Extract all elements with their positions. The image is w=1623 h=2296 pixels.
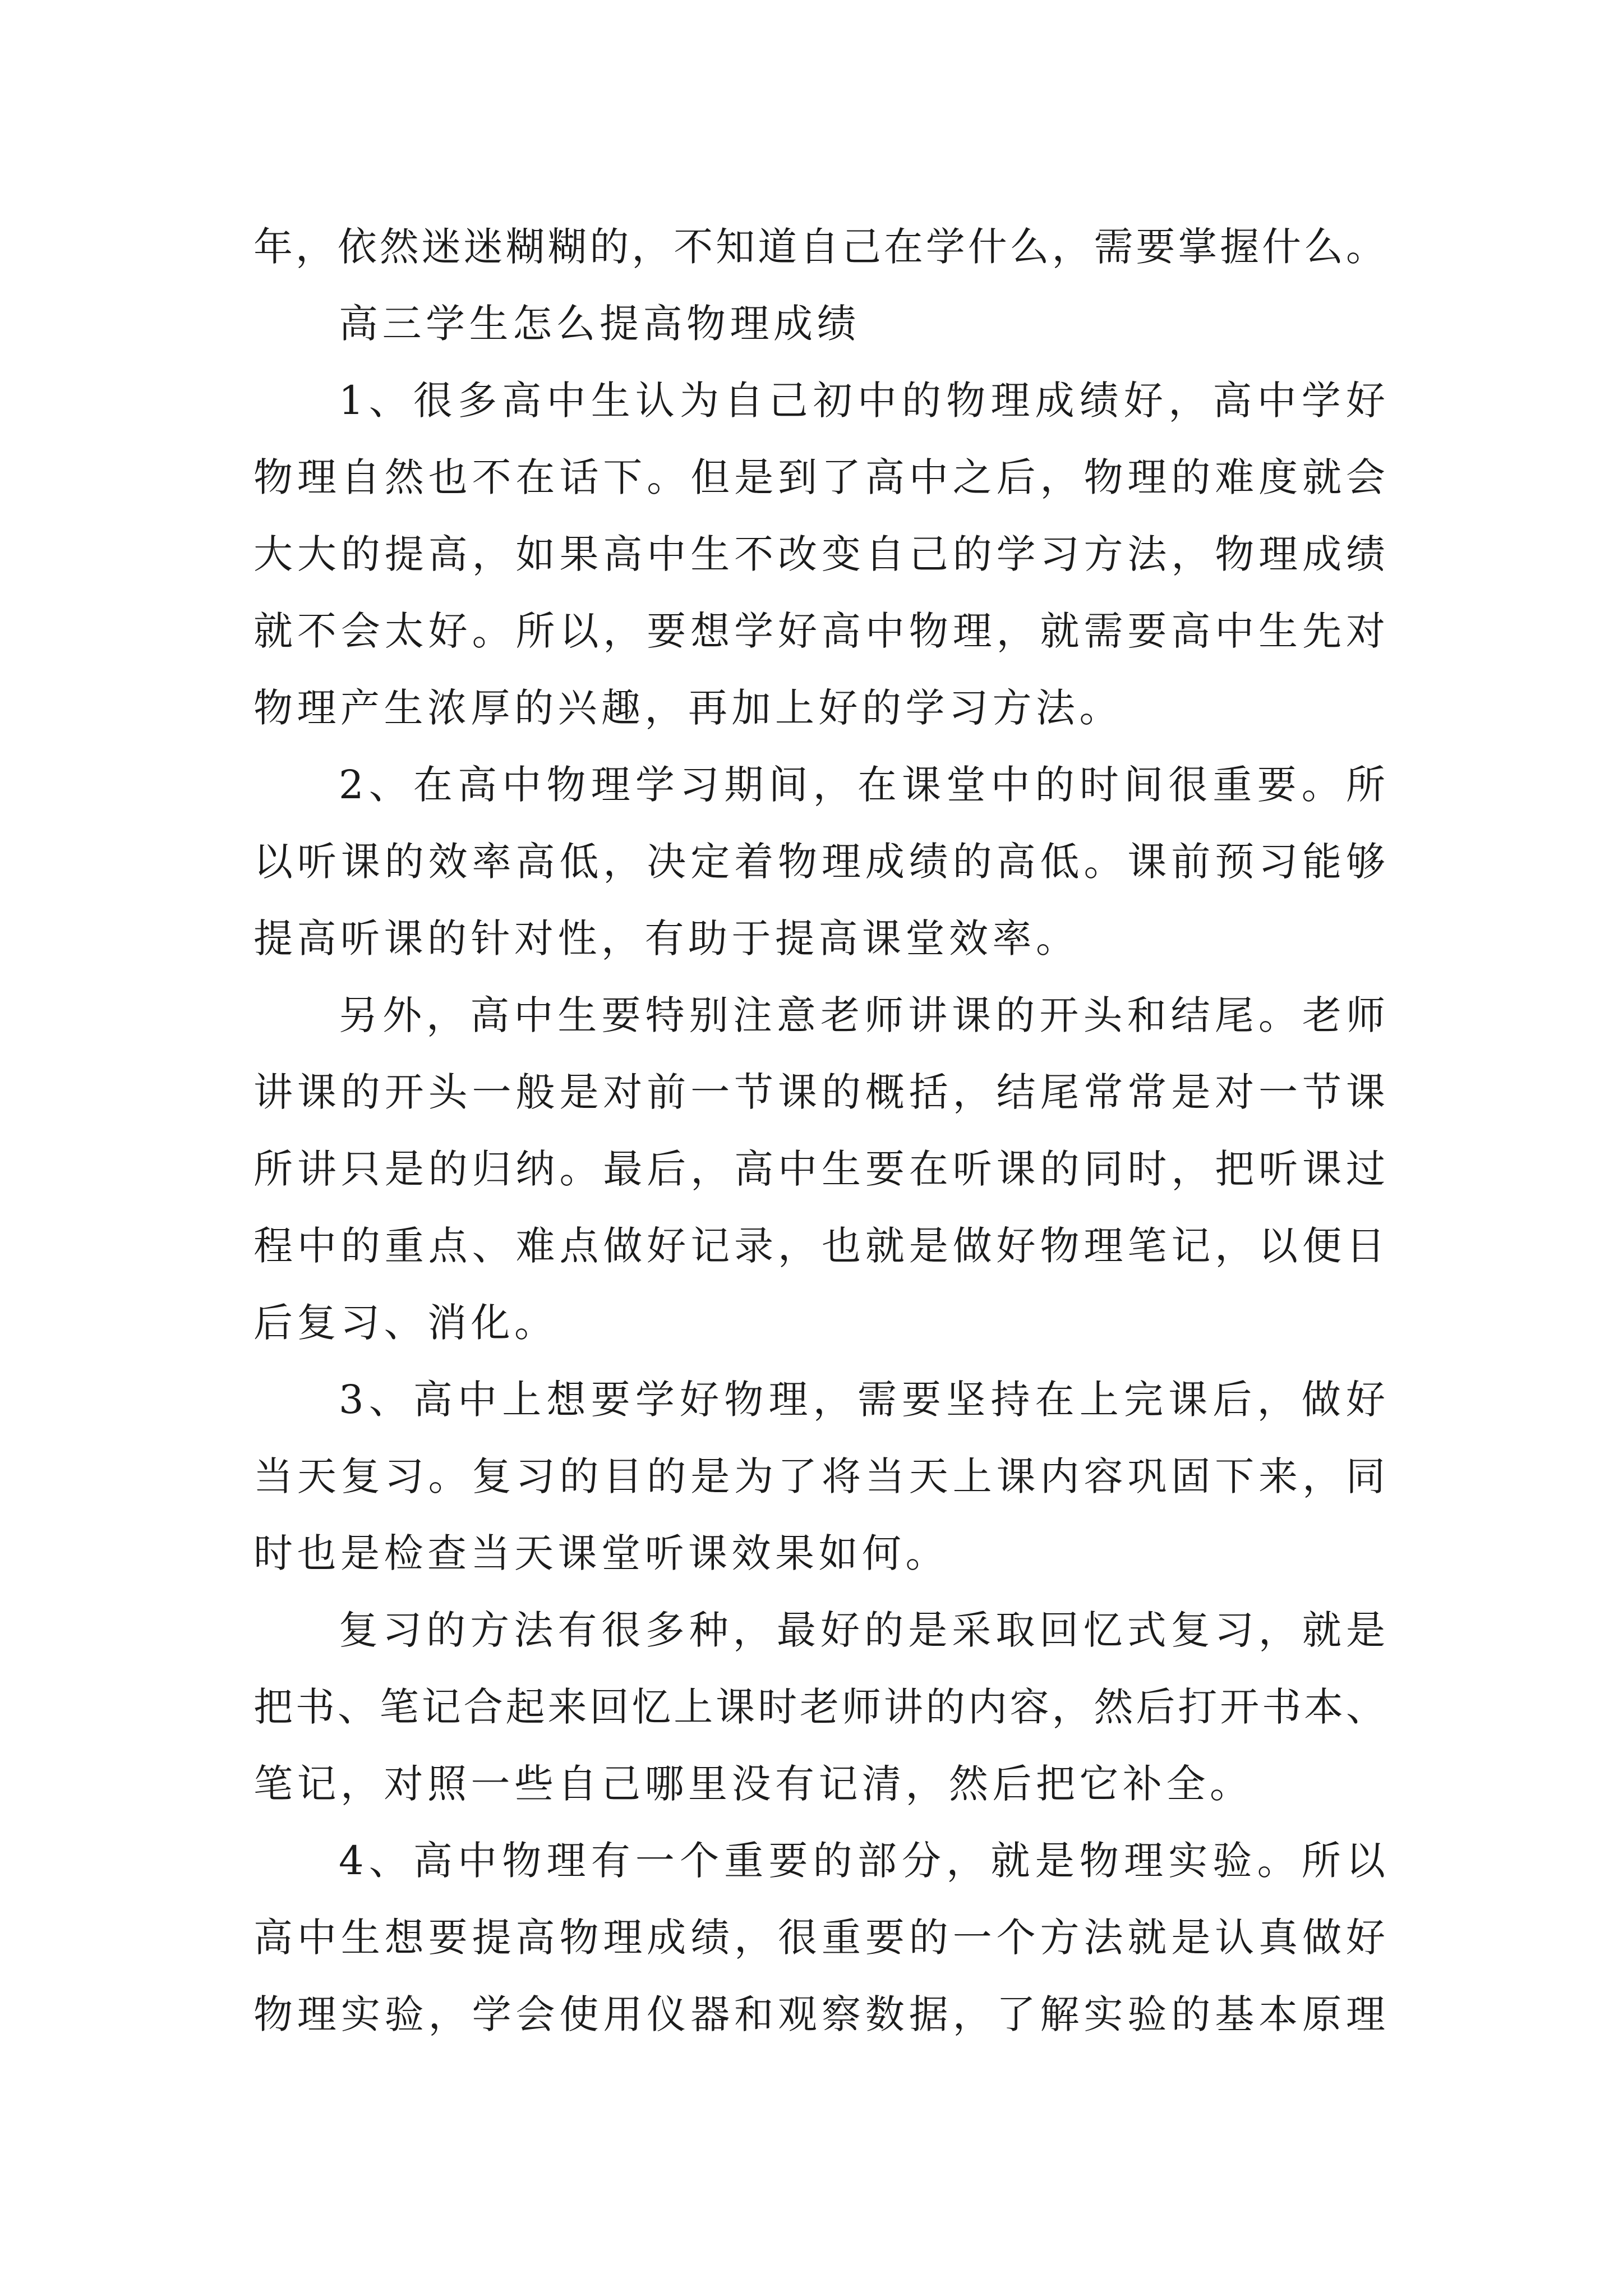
text-line: 讲课的开头一般是对前一节课的概括，结尾常常是对一节课 bbox=[253, 1069, 1385, 1115]
text-line: 3、高中上想要学好物理，需要坚持在上完课后，做好 bbox=[339, 1377, 1385, 1423]
text-line: 物理实验，学会使用仪器和观察数据，了解实验的基本原理 bbox=[253, 1991, 1385, 2037]
text-line: 年，依然迷迷糊糊的，不知道自己在学什么，需要掌握什么。 bbox=[253, 224, 1385, 270]
text-line: 程中的重点、难点做好记录，也就是做好物理笔记，以便日 bbox=[253, 1223, 1385, 1269]
text-line: 就不会太好。所以，要想学好高中物理，就需要高中生先对 bbox=[253, 608, 1385, 654]
text-line: 以听课的效率高低，决定着物理成绩的高低。课前预习能够 bbox=[253, 839, 1385, 885]
paragraph-5 bbox=[253, 1592, 1385, 1823]
continued-paragraph bbox=[253, 209, 1385, 286]
text-line: 物理产生浓厚的兴趣，再加上好的学习方法。 bbox=[253, 685, 1123, 731]
paragraph-6 bbox=[253, 1823, 1385, 2053]
text-line: 高中生想要提高物理成绩，很重要的一个方法就是认真做好 bbox=[253, 1915, 1385, 1961]
paragraph-1 bbox=[253, 362, 1385, 747]
text-line: 2、在高中物理学习期间，在课堂中的时间很重要。所 bbox=[339, 762, 1385, 808]
text-line: 另外，高中生要特别注意老师讲课的开头和结尾。老师 bbox=[339, 992, 1385, 1038]
text-line: 所讲只是的归纳。最后，高中生要在听课的同时，把听课过 bbox=[253, 1146, 1385, 1192]
body-text bbox=[253, 209, 1385, 2053]
text-line: 物理自然也不在话下。但是到了高中之后，物理的难度就会 bbox=[253, 454, 1385, 500]
text-line: 1、很多高中生认为自己初中的物理成绩好，高中学好 bbox=[339, 378, 1385, 424]
text-line: 后复习、消化。 bbox=[253, 1300, 558, 1346]
paragraph-4 bbox=[253, 1361, 1385, 1592]
text-line: 时也是检查当天课堂听课效果如何。 bbox=[253, 1530, 949, 1576]
text-line: 把书、笔记合起来回忆上课时老师讲的内容，然后打开书本、 bbox=[253, 1684, 1385, 1730]
text-line: 提高听课的针对性，有助于提高课堂效率。 bbox=[253, 915, 1080, 961]
paragraph-2 bbox=[253, 747, 1385, 977]
text-line: 大大的提高，如果高中生不改变自己的学习方法，物理成绩 bbox=[253, 531, 1385, 577]
section-heading-wrap bbox=[253, 286, 1385, 362]
text-line: 复习的方法有很多种，最好的是采取回忆式复习，就是 bbox=[339, 1607, 1385, 1653]
text-line: 笔记，对照一些自己哪里没有记清，然后把它补全。 bbox=[253, 1761, 1253, 1807]
paragraph-3 bbox=[253, 977, 1385, 1361]
text-line: 4、高中物理有一个重要的部分，就是物理实验。所以 bbox=[339, 1838, 1385, 1884]
section-heading: 高三学生怎么提高物理成绩 bbox=[339, 301, 860, 347]
text-line: 当天复习。复习的目的是为了将当天上课内容巩固下来，同 bbox=[253, 1453, 1385, 1499]
